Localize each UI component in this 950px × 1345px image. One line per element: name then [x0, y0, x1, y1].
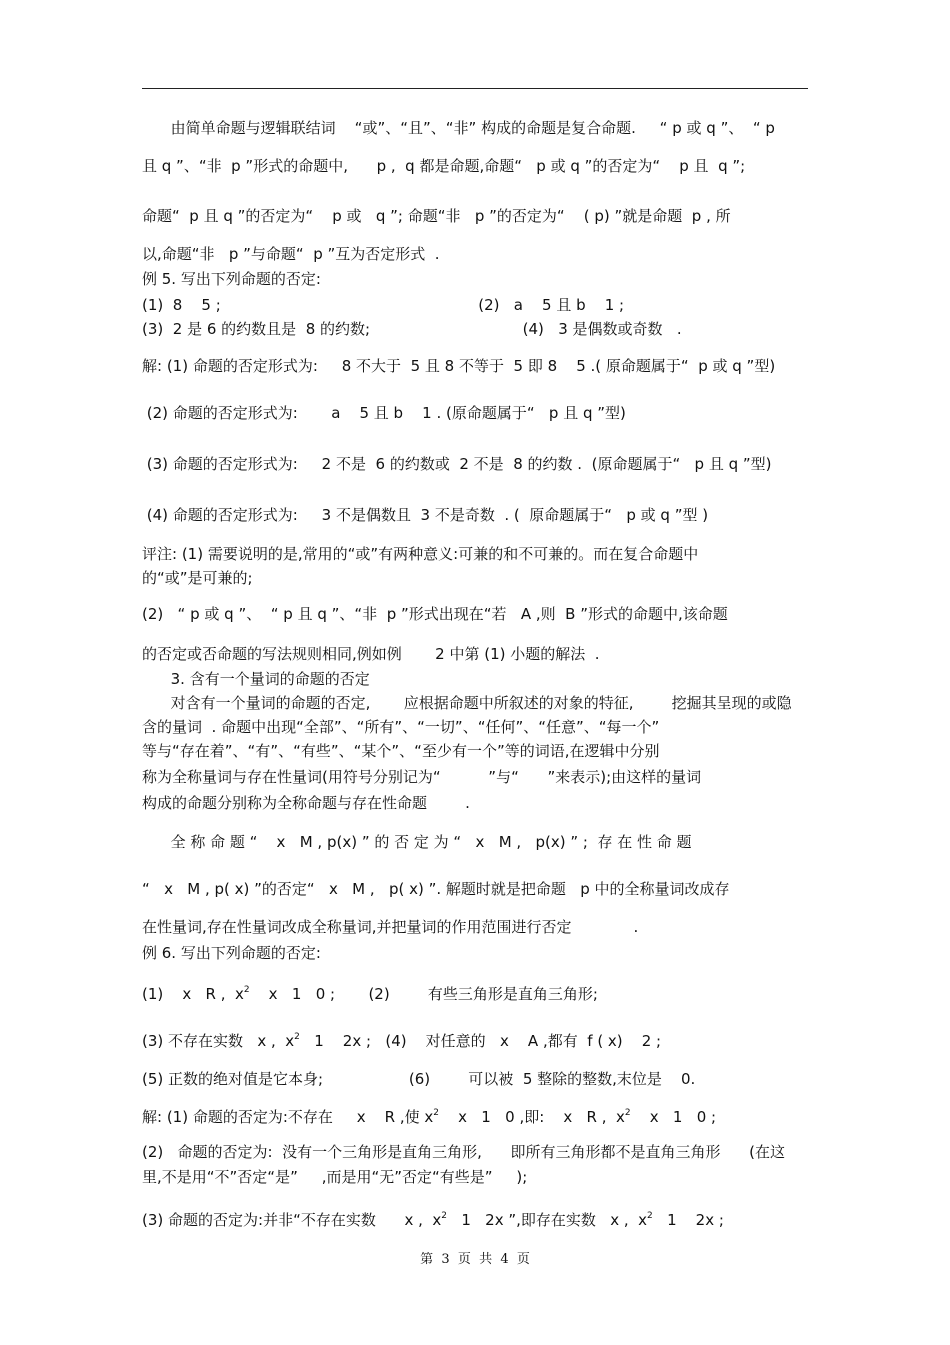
text-segment: (1) 8 5 ; (2) a 5 且 b 1 ;: [142, 296, 625, 314]
text-segment: 等与“存在着”、“有”、“有些”、“某个”、“至少有一个”等的词语,在逻辑中分别: [142, 742, 660, 760]
text-line: [142, 320, 682, 338]
text-line: [142, 157, 745, 175]
text-segment: 由简单命题与逻辑联结词 “或”、“且”、“非” 构成的命题是复合命题. “ p 或 q ”、 “ p: [142, 119, 775, 137]
text-segment: (2) 命题的否定为: 没有一个三角形是直角三角形, 即所有三角形都不是直角三角形 (在这: [142, 1143, 785, 1161]
text-line: [142, 985, 598, 1003]
text-line: [142, 404, 626, 422]
text-segment: 里,不是用“不”否定“是” ,而是用“无”否定“有些是” );: [142, 1168, 528, 1186]
text-line: [142, 357, 775, 375]
text-segment: (3) 命题的否定为:并非“不存在实数 x , x: [142, 1211, 442, 1229]
text-line: [142, 768, 701, 786]
text-line: [142, 880, 730, 898]
text-line: [142, 569, 253, 587]
text-segment: 命题“ p 且 q ”的否定为“ p 或 q ”; 命题“非 p ”的否定为“ ( p) ”就是命题 p , 所: [142, 207, 731, 225]
text-segment: (5) 正数的绝对值是它本身; (6) 可以被 5 整除的整数,末位是 0.: [142, 1070, 696, 1088]
text-segment: (4) 命题的否定形式为: 3 不是偶数且 3 不是奇数 . ( 原命题属于“ p 或 q ”型 ): [142, 506, 709, 524]
text-segment: 例 5. 写出下列命题的否定:: [142, 270, 321, 288]
text-line: [142, 296, 624, 314]
text-line: [142, 455, 772, 473]
text-segment: 1 2x ;: [652, 1211, 724, 1229]
text-line: [142, 1211, 724, 1229]
text-line: [142, 605, 728, 623]
text-segment: (3) 不存在实数 x , x: [142, 1032, 295, 1050]
text-segment: 例 6. 写出下列命题的否定:: [142, 944, 321, 962]
text-line: [142, 545, 698, 563]
text-line: [142, 645, 600, 663]
text-line: [142, 1143, 785, 1161]
text-segment: 称为全称量词与存在性量词(用符号分别记为“ ”与“ ”来表示);由这样的量词: [142, 768, 702, 786]
text-line: [142, 119, 775, 137]
text-segment: 且 q ”、“非 p ”形式的命题中, p , q 都是命题,命题“ p 或 q ”的否定为“ p 且 q ”;: [142, 157, 746, 175]
text-line: [142, 1168, 527, 1186]
text-segment: 1 2x ”,即存在实数 x , x: [447, 1211, 648, 1229]
text-segment: (3) 命题的否定形式为: 2 不是 6 的约数或 2 不是 8 的约数 . (原命题属于“ p 且 q ”型): [142, 455, 772, 473]
text-segment: 对含有一个量词的命题的否定, 应根据命题中所叙述的对象的特征, 挖掘其呈现的或隐: [142, 694, 792, 712]
text-line: [142, 1070, 695, 1088]
text-line: [142, 833, 692, 851]
superscript: 2: [441, 1211, 448, 1221]
text-segment: 的“或”是可兼的;: [142, 569, 253, 587]
text-line: [142, 670, 370, 688]
text-segment: (1) x R , x: [142, 985, 244, 1003]
text-segment: 1 2x ; (4) 对任意的 x A ,都有 f ( x) 2 ;: [299, 1032, 662, 1050]
text-segment: 评注: (1) 需要说明的是,常用的“或”有两种意义:可兼的和不可兼的。而在复合命题中: [142, 545, 699, 563]
text-line: [142, 270, 321, 288]
text-segment: 3. 含有一个量词的命题的否定: [142, 670, 370, 688]
superscript: 2: [647, 1211, 653, 1221]
text-line: [142, 1108, 716, 1126]
text-segment: (3) 2 是 6 的约数且是 8 的约数; (4) 3 是偶数或奇数 .: [142, 320, 682, 338]
text-line: [142, 1032, 661, 1050]
text-segment: 的否定或否命题的写法规则相同,例如例 2 中第 (1) 小题的解法 .: [142, 645, 600, 663]
text-line: [142, 742, 659, 760]
page-footer: 第 3 页 共 4 页: [420, 1252, 530, 1267]
text-segment: x 1 0 ; (2) 有些三角形是直角三角形;: [249, 985, 598, 1003]
text-line: [142, 794, 470, 812]
superscript: 2: [294, 1032, 300, 1042]
text-segment: (2) 命题的否定形式为: a 5 且 b 1 . (原命题属于“ p 且 q ”型): [142, 404, 626, 422]
superscript: 2: [243, 985, 250, 995]
text-line: [142, 207, 731, 225]
superscript: 2: [433, 1108, 440, 1118]
header-rule: [142, 88, 808, 89]
text-segment: x 1 0 ,即: x R , x: [439, 1108, 625, 1126]
text-line: [142, 506, 708, 524]
text-line: [142, 944, 321, 962]
text-segment: 解: (1) 命题的否定形式为: 8 不大于 5 且 8 不等于 5 即 8 5 .( 原命题属于“ p 或 q ”型): [142, 357, 776, 375]
text-segment: 含的量词 . 命题中出现“全部”、“所有”、“一切”、“任何”、“任意”、“每一个”: [142, 718, 660, 736]
text-segment: x 1 0 ;: [630, 1108, 717, 1126]
text-line: [142, 918, 638, 936]
text-segment: (2) “ p 或 q ”、 “ p 且 q ”、“非 p ”形式出现在“若 A ,则 B ”形式的命题中,该命题: [142, 605, 728, 623]
text-segment: 全 称 命 题 “ x M , p(x) ” 的 否 定 为 “ x M , p(x) ” ; 存 在 性 命 题: [142, 833, 692, 851]
text-segment: “ x M , p( x) ”的否定“ x M , p( x) ”. 解题时就是把命题 p 中的全称量词改成存: [142, 880, 730, 898]
text-segment: 构成的命题分别称为全称命题与存在性命题 .: [142, 794, 470, 812]
superscript: 2: [624, 1108, 631, 1118]
text-line: [142, 718, 659, 736]
text-line: [142, 694, 792, 712]
text-line: [142, 245, 440, 263]
text-segment: 以,命题“非 p ”与命题“ p ”互为否定形式 .: [142, 245, 440, 263]
text-segment: 在性量词,存在性量词改成全称量词,并把量词的作用范围进行否定 .: [142, 918, 639, 936]
text-segment: 解: (1) 命题的否定为:不存在 x R ,使 x: [142, 1108, 434, 1126]
